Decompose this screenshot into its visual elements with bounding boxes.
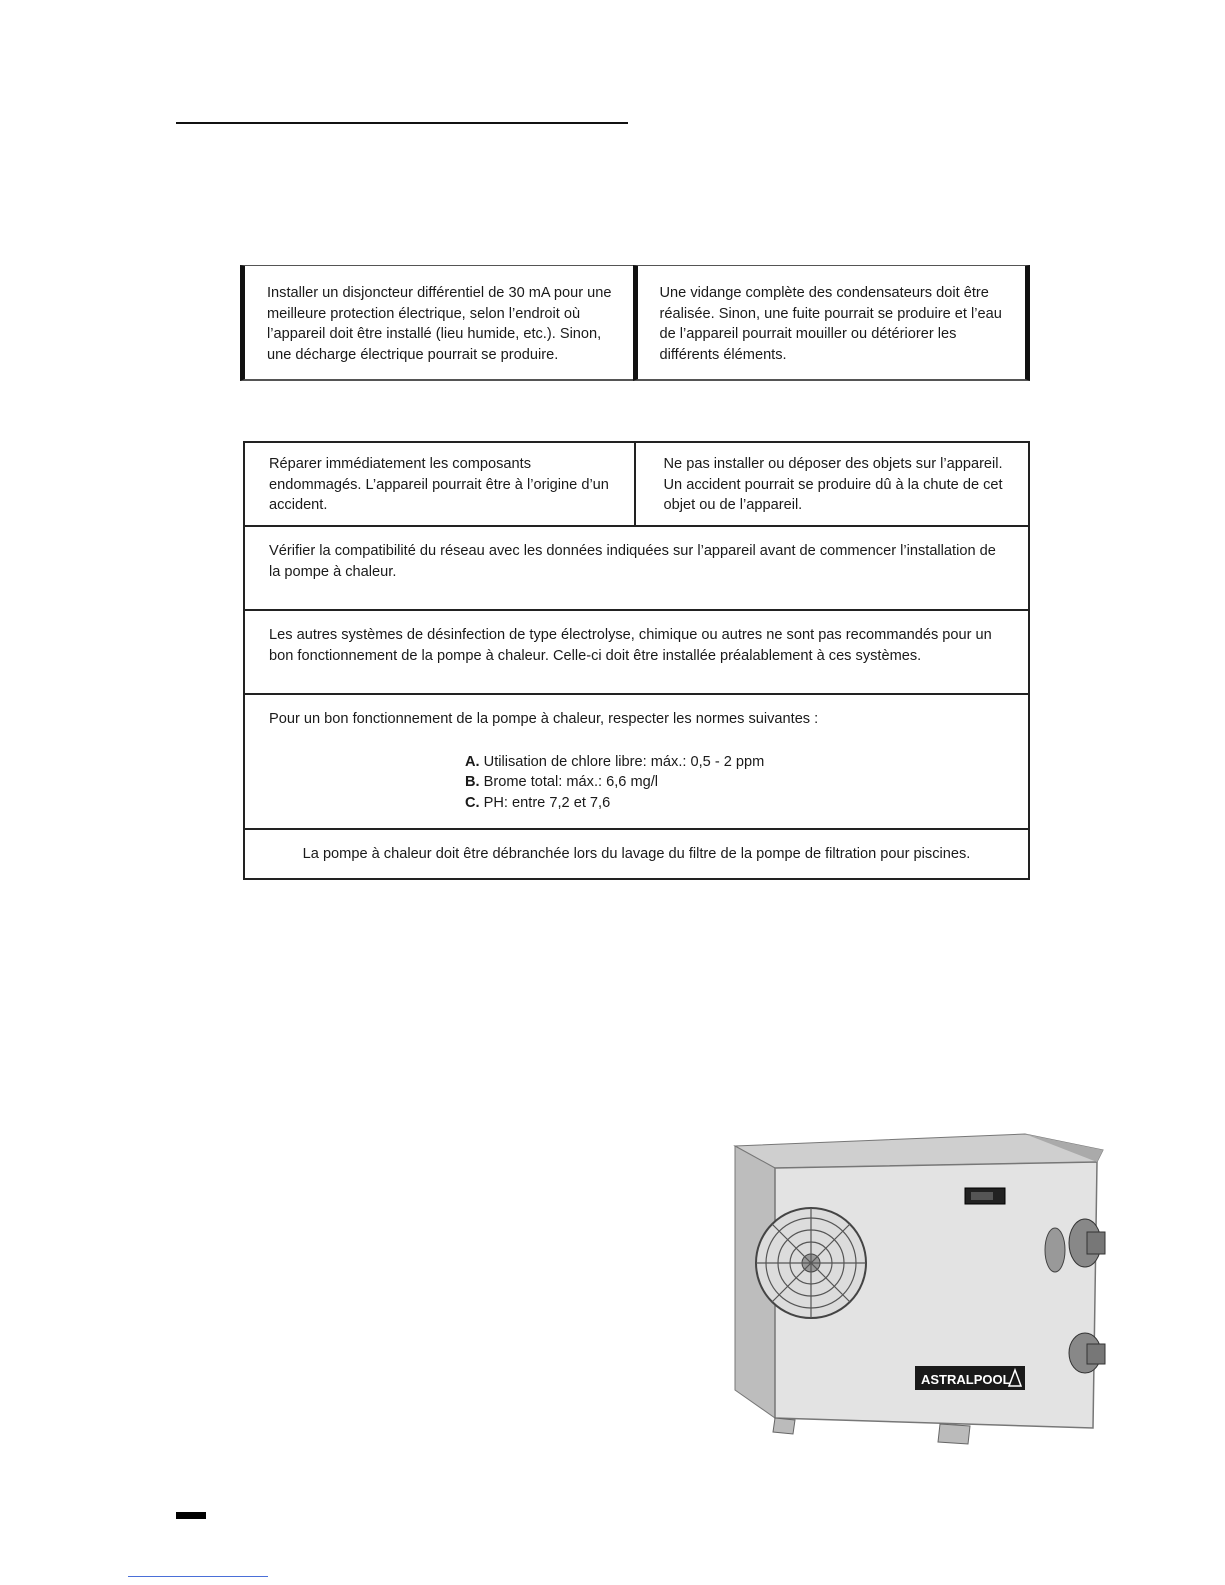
norms-intro: Pour un bon fonctionnement de la pompe à chaleur, respecter les normes suivantes : <box>269 711 819 727</box>
rule-repair: Réparer immédiatement les composants endommagés. L’appareil pourrait être à l’origine d’un accident. <box>245 443 636 525</box>
warning-box <box>240 265 1030 381</box>
footer-link-underline[interactable] <box>128 1576 268 1577</box>
rule-no-objects: Ne pas installer ou déposer des objets sur l’appareil. Un accident pourrait se produire dû à la chute de cet objet ou de l’appareil. <box>663 456 1003 513</box>
norm-item: B. Brome total: máx.: 6,6 mg/l <box>465 774 659 790</box>
safety-rules-table <box>243 441 1030 880</box>
norm-item: C. PH: entre 7,2 et 7,6 <box>465 794 611 811</box>
warning-right: Une vidange complète des condensateurs doit être réalisée. Sinon, une fuite pourrait se produire et l’eau de l’appareil pourrait mouiller ou détériorer les différents éléments. <box>633 265 1031 381</box>
page-number-mark <box>176 1512 206 1519</box>
rule-network-compatibility: Vérifier la compatibilité du réseau avec les données indiquées sur l’appareil avant de commencer l’installation de la pompe à chaleur. <box>245 527 1028 611</box>
rule-filter-washing: La pompe à chaleur doit être débranchée lors du lavage du filtre de la pompe de filtration pour piscines. <box>302 846 971 862</box>
brand-logo: ASTRALPOOL <box>921 1372 1011 1387</box>
section-title-rule <box>176 122 628 124</box>
rule-water-norms <box>245 695 1028 830</box>
norm-item: A. Utilisation de chlore libre: máx.: 0,5 - 2 ppm <box>465 753 765 770</box>
heat-pump-photo <box>725 1128 1125 1458</box>
rules-row-1 <box>245 443 1028 527</box>
warning-left: Installer un disjoncteur différentiel de 30 mA pour une meilleure protection électrique, selon l’endroit où l’appareil doit être installé (lieu humide, etc.). Sinon, une décharge électrique pourrait se produire. <box>240 265 633 381</box>
rule-disinfection-systems: Les autres systèmes de désinfection de type électrolyse, chimique ou autres ne sont pas recommandés pour un bon fonctionnement de la pompe à chaleur. Celle-ci doit être installée préalablement à ces systèmes. <box>245 611 1028 695</box>
norms-list <box>465 752 1008 814</box>
